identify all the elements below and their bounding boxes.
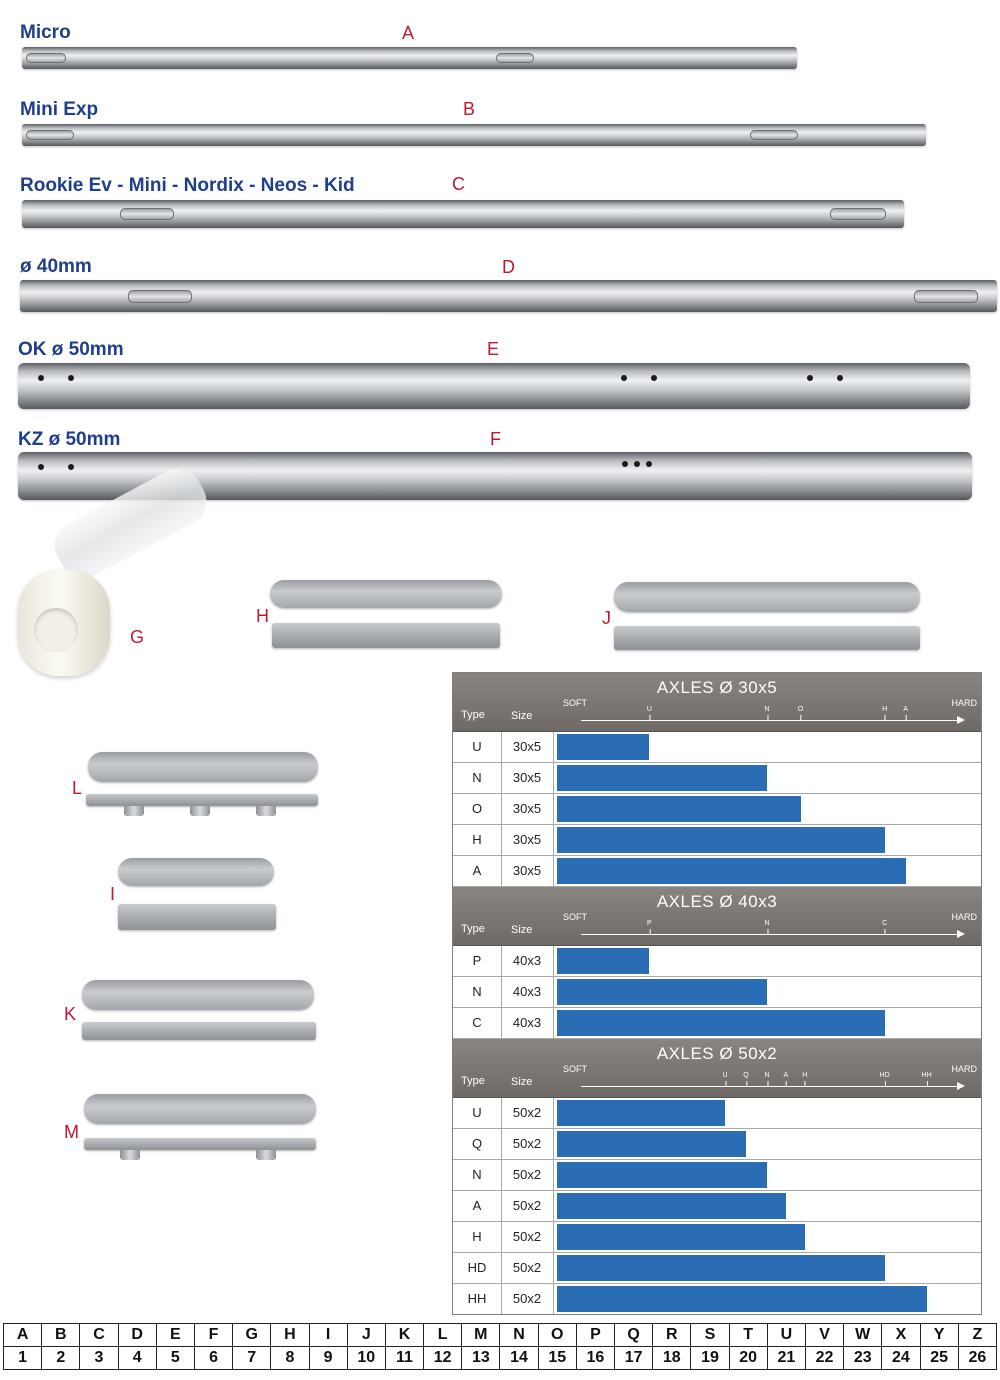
table-row [453,1098,981,1129]
number-cell: 12 [424,1347,462,1370]
axle-rookie-image [22,200,904,228]
key-peg [190,806,210,816]
table-row [453,1129,981,1160]
hard-label: HARD [951,912,977,922]
number-cell: 4 [118,1347,156,1370]
soft-label: SOFT [563,912,587,922]
axle-title-ok-50mm: OK ø 50mm [18,339,124,360]
letter-cell: E [156,1324,194,1347]
size-column-header: Size [511,1076,533,1088]
part-letter-h: H [256,606,269,626]
size-cell: 50x2 [501,1129,554,1159]
section-title: AXLES Ø 40x3 [656,892,778,911]
number-cell: 11 [385,1347,423,1370]
number-cell: 1 [4,1347,42,1370]
axle-title-mini-exp: Mini Exp [20,99,99,120]
letter-cell: C [80,1324,118,1347]
size-cell: 50x2 [501,1098,554,1128]
axle-letter-d: D [502,257,515,277]
arrow-right-icon [957,716,965,724]
hardness-bar [557,796,801,822]
table-row [453,1284,981,1314]
bolt-hole [68,375,74,381]
letter-number-table [3,1323,997,1370]
number-cell: 19 [691,1347,729,1370]
number-cell: 18 [653,1347,691,1370]
scale-tick-label: U [646,706,652,713]
axle-letter-b: B [463,99,476,119]
section-title: AXLES Ø 50x2 [656,1044,778,1063]
key-j-side-image [614,626,920,650]
number-cell: 9 [309,1347,347,1370]
table-row [453,1222,981,1253]
hardness-bar [557,1131,746,1157]
number-cell: 3 [80,1347,118,1370]
bushing-bore [34,608,78,652]
type-cell: HD [453,1253,502,1283]
scale-tick-label: H [882,706,888,713]
bolt-hole [622,461,628,467]
key-i-top-image [118,858,274,886]
axle-40mm-image [20,280,997,312]
number-cell: 2 [42,1347,80,1370]
letter-cell: O [538,1324,576,1347]
number-cell: 25 [920,1347,958,1370]
hardness-scale-line [581,1086,961,1087]
bolt-hole [837,375,843,381]
scale-tick-label: HD [879,1072,890,1079]
letters-row [4,1324,997,1347]
size-cell: 30x5 [501,794,554,824]
type-cell: N [453,1160,502,1190]
number-cell: 22 [805,1347,843,1370]
letter-cell: T [729,1324,767,1347]
key-k-top-image [82,980,314,1010]
keyway-slot [750,130,798,140]
key-peg [124,806,144,816]
key-peg [120,1150,140,1160]
table-row [453,732,981,763]
letter-cell: V [805,1324,843,1347]
number-cell: 6 [194,1347,232,1370]
letter-cell: G [233,1324,271,1347]
letter-cell: B [42,1324,80,1347]
hardness-scale-line [581,934,961,935]
type-cell: C [453,1008,502,1038]
number-cell: 16 [576,1347,614,1370]
size-cell: 30x5 [501,825,554,855]
axle-title-micro: Micro [20,22,71,43]
table-row [453,946,981,977]
key-h-top-image [270,580,502,608]
table-row [453,1160,981,1191]
scale-tick-label: H [802,1072,808,1079]
keyway-slot [26,53,66,63]
hardness-bar [557,1010,885,1036]
key-m-top-image [84,1094,316,1124]
keyway-slot [128,290,192,303]
number-cell: 21 [767,1347,805,1370]
hardness-bar [557,1100,725,1126]
size-cell: 30x5 [501,856,554,886]
table-row [453,856,981,887]
scale-tick-label: O [797,706,804,713]
keyway-slot [830,208,886,220]
letter-cell: Y [920,1324,958,1347]
axle-letter-c: C [452,174,465,194]
part-letter-l: L [72,778,83,798]
scale-tick-label: N [764,920,770,927]
soft-label: SOFT [563,698,587,708]
section-title: AXLES Ø 30x5 [656,678,778,697]
axle-title-40mm: ø 40mm [20,256,92,277]
size-cell: 50x2 [501,1191,554,1221]
part-letter-k: K [64,1004,77,1024]
hardness-bar [557,948,649,974]
hardness-bar [557,827,885,853]
letter-cell: U [767,1324,805,1347]
letter-cell: Z [958,1324,996,1347]
axle-ok-50mm-image [18,363,970,409]
nylon-bushing-image [18,570,110,676]
scale-tick-label: U [722,1072,728,1079]
arrow-right-icon [957,930,965,938]
section-header [453,673,981,732]
number-cell: 24 [882,1347,920,1370]
letter-cell: W [844,1324,882,1347]
type-cell: H [453,825,502,855]
scale-tick-label: Q [743,1072,749,1079]
arrow-right-icon [957,1082,965,1090]
number-cell: 17 [615,1347,653,1370]
table-row [453,825,981,856]
key-l-side-image [86,794,318,806]
number-cell: 23 [844,1347,882,1370]
hardness-bar [557,858,906,884]
keyway-slot [26,130,74,140]
bolt-hole [651,375,657,381]
key-j-top-image [614,582,920,612]
axle-letter-f: F [490,429,501,449]
key-m-side-image [84,1138,316,1150]
letter-cell: L [424,1324,462,1347]
key-l-top-image [88,752,318,782]
hardness-bar [557,1224,805,1250]
keyway-slot [914,290,978,303]
type-cell: HH [453,1284,502,1314]
key-i-side-image [118,904,276,930]
hard-label: HARD [951,698,977,708]
number-cell: 20 [729,1347,767,1370]
number-cell: 15 [538,1347,576,1370]
hardness-bar [557,1193,786,1219]
scale-tick-label: A [903,706,908,713]
number-cell: 5 [156,1347,194,1370]
size-cell: 30x5 [501,732,554,762]
part-letter-i: I [110,884,116,904]
scale-tick-label: N [764,706,770,713]
letter-cell: P [576,1324,614,1347]
key-h-side-image [272,623,500,648]
letter-cell: R [653,1324,691,1347]
bolt-hole [68,464,74,470]
table-row [453,1191,981,1222]
letter-cell: H [271,1324,309,1347]
table-row [453,977,981,1008]
type-column-header: Type [461,709,485,721]
size-cell: 50x2 [501,1284,554,1314]
size-cell: 50x2 [501,1222,554,1252]
letter-cell: S [691,1324,729,1347]
keyway-slot [120,208,174,220]
letter-cell: Q [615,1324,653,1347]
number-cell: 8 [271,1347,309,1370]
table-row [453,794,981,825]
type-cell: U [453,732,502,762]
section-header [453,887,981,946]
letter-cell: N [500,1324,538,1347]
type-column-header: Type [461,1075,485,1087]
size-column-header: Size [511,924,533,936]
axle-mini-exp-image [22,124,926,146]
bolt-hole [634,461,640,467]
axle-title-rookie: Rookie Ev - Mini - Nordix - Neos - Kid [20,175,355,196]
keyway-slot [496,53,534,63]
table-row [453,1008,981,1039]
bolt-hole [646,461,652,467]
hardness-table [452,672,982,1315]
letter-cell: X [882,1324,920,1347]
scale-tick-label: N [764,1072,770,1079]
type-column-header: Type [461,923,485,935]
size-cell: 50x2 [501,1160,554,1190]
type-cell: O [453,794,502,824]
number-cell: 13 [462,1347,500,1370]
type-cell: P [453,946,502,976]
section-header [453,1039,981,1098]
size-column-header: Size [511,710,533,722]
number-cell: 26 [958,1347,996,1370]
type-cell: Q [453,1129,502,1159]
axle-letter-e: E [487,339,500,359]
key-k-side-image [82,1022,316,1040]
number-cell: 10 [347,1347,385,1370]
bolt-hole [38,464,44,470]
bolt-hole [807,375,813,381]
letter-cell: K [385,1324,423,1347]
size-cell: 40x3 [501,977,554,1007]
axle-letter-a: A [402,23,415,43]
hardness-bar [557,979,767,1005]
part-letter-m: M [64,1122,79,1142]
bolt-hole [38,375,44,381]
hardness-bar [557,734,649,760]
soft-label: SOFT [563,1064,587,1074]
number-cell: 7 [233,1347,271,1370]
letter-cell: I [309,1324,347,1347]
type-cell: A [453,856,502,886]
size-cell: 40x3 [501,946,554,976]
numbers-row [4,1347,997,1370]
type-cell: A [453,1191,502,1221]
scale-tick-label: HH [921,1072,932,1079]
letter-cell: D [118,1324,156,1347]
hardness-bar [557,1255,885,1281]
axle-title-kz-50mm: KZ ø 50mm [18,429,121,450]
key-peg [256,1150,276,1160]
table-row [453,1253,981,1284]
hard-label: HARD [951,1064,977,1074]
hardness-bar [557,1286,927,1312]
letter-cell: M [462,1324,500,1347]
letter-cell: J [347,1324,385,1347]
scale-tick-label: C [882,920,888,927]
letter-cell: A [4,1324,42,1347]
hardness-bar [557,765,767,791]
hardness-scale-line [581,720,961,721]
size-cell: 40x3 [501,1008,554,1038]
type-cell: U [453,1098,502,1128]
type-cell: N [453,763,502,793]
axle-micro-image [22,47,797,69]
part-letter-j: J [602,608,611,628]
table-row [453,763,981,794]
key-peg [256,806,276,816]
part-letter-g: G [130,627,145,647]
size-cell: 50x2 [501,1253,554,1283]
type-cell: H [453,1222,502,1252]
letter-cell: F [194,1324,232,1347]
size-cell: 30x5 [501,763,554,793]
scale-tick-label: P [647,920,652,927]
scale-tick-label: A [783,1072,789,1079]
bolt-hole [621,375,627,381]
hardness-bar [557,1162,767,1188]
number-cell: 14 [500,1347,538,1370]
type-cell: N [453,977,502,1007]
